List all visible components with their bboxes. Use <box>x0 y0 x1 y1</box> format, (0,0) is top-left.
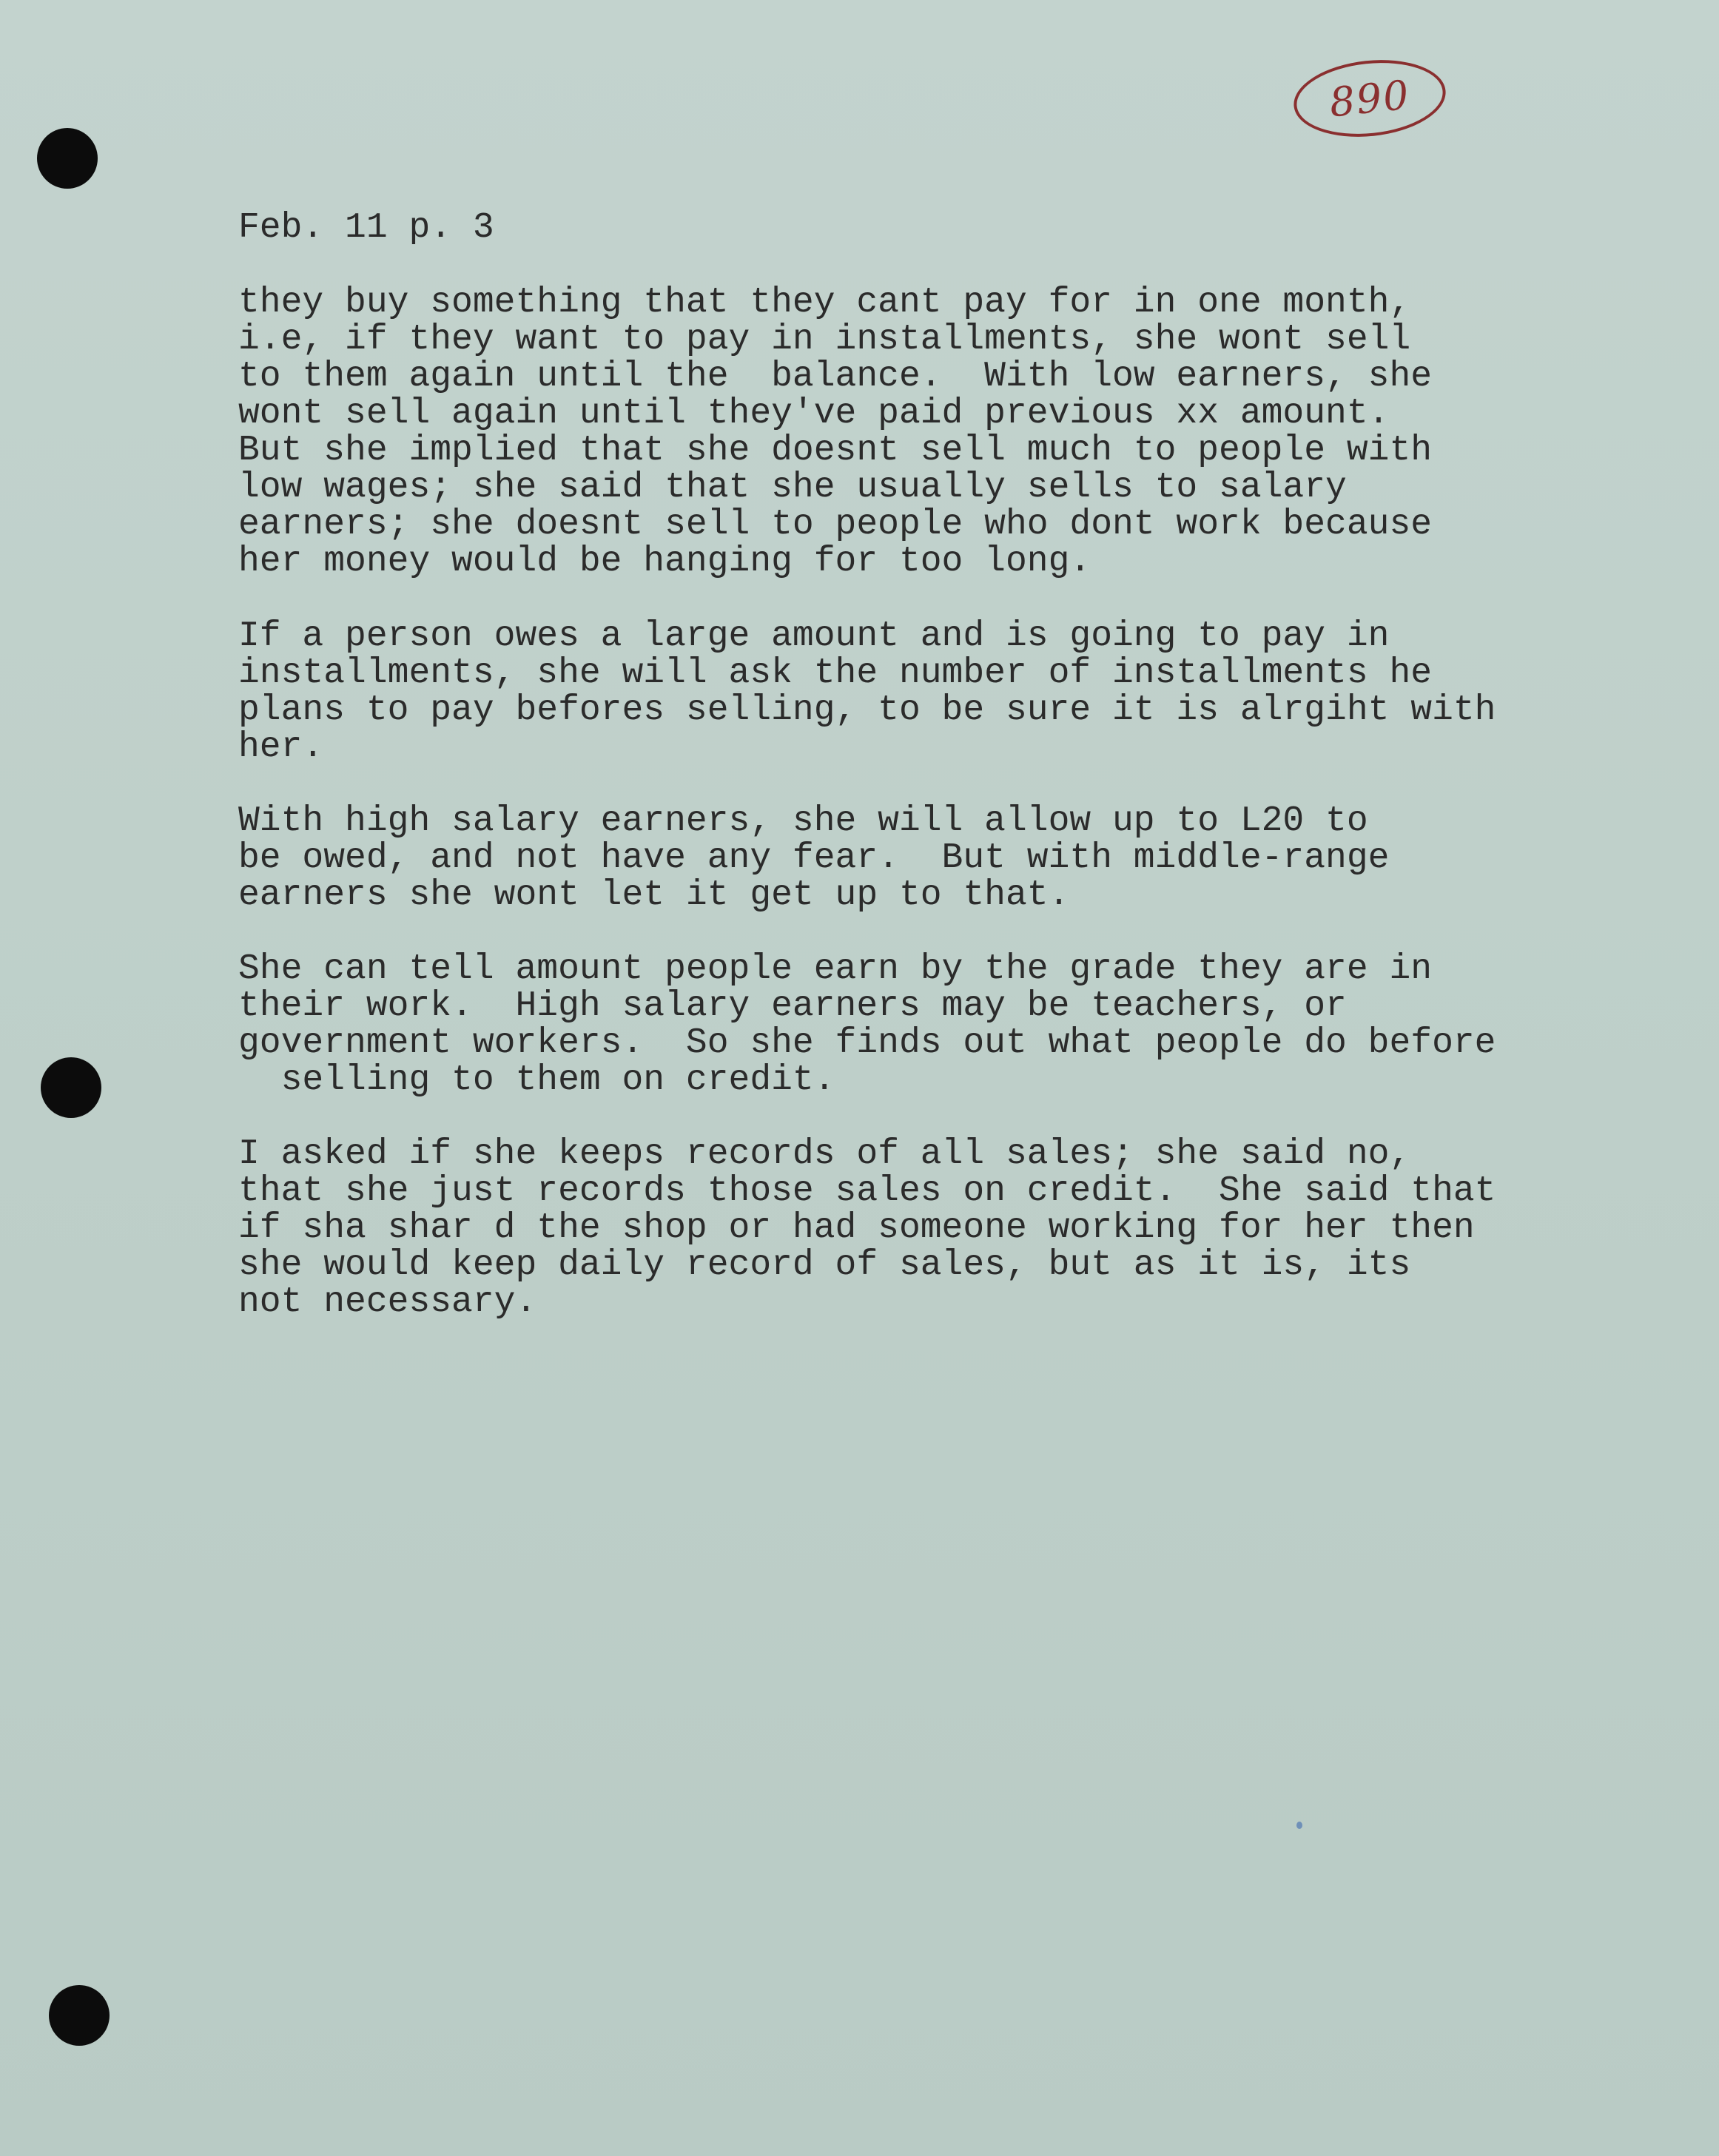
ink-speck <box>1296 1822 1302 1829</box>
folio-number: 890 <box>1290 53 1450 144</box>
punch-hole-middle <box>41 1057 101 1118</box>
paragraph-installments: If a person owes a large amount and is going to pay in installments, she will ask the number of installments he plans to pay befores selling, to be sure it is alrgiht with her. <box>238 616 1496 767</box>
paragraph-earnings-grade: She can tell amount people earn by the grade they are in their work. High salary earners may be teachers, or government workers. So she finds out what people do before selling to them on credit. <box>238 949 1496 1100</box>
paragraph-records: I asked if she keeps records of all sales; she said no, that she just records those sales on credit. She said that if sha shar d the shop or had someone working for her then she would keep daily record of sales, but as it is, its not necessary. <box>238 1134 1496 1322</box>
paragraph-credit-policy: they buy something that they cant pay for in one month, i.e, if they want to pay in installments, she wont sell to them again until the balance. With low earners, she wont sell again until they've paid previous xx amount. But she implied that she doesnt sell much to people with low wages; she said that she usually sells to salary earners; she doesnt sell to people who dont work because her money would be hanging for too long. <box>238 283 1433 582</box>
punch-hole-top <box>37 128 98 189</box>
punch-hole-bottom <box>49 1985 110 2046</box>
page-header: Feb. 11 p. 3 <box>238 208 494 248</box>
paragraph-high-salary: With high salary earners, she will allow up to L20 to be owed, and not have any fear. But with middle-range earners she wont let it get up to that. <box>238 801 1390 915</box>
